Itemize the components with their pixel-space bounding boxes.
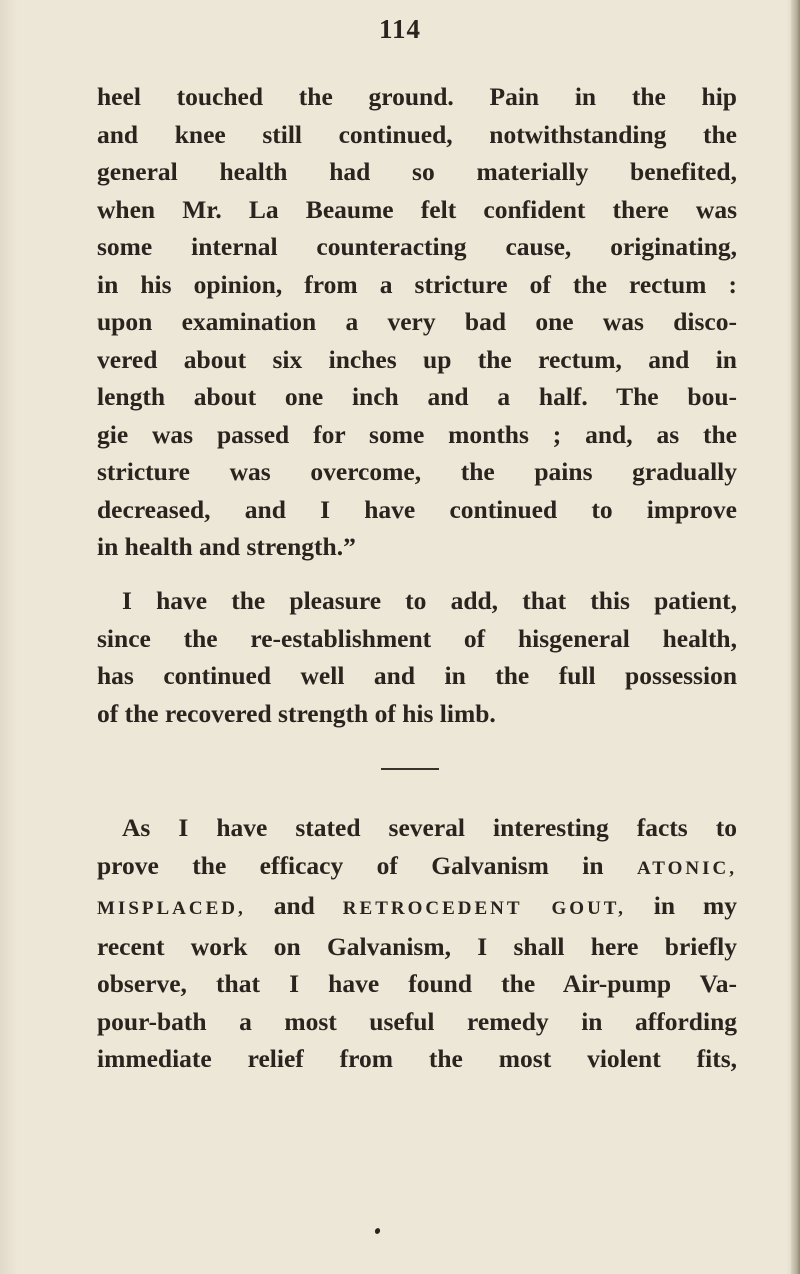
- text-line: upon examination a very bad one was disco-: [97, 307, 737, 336]
- text-line: in health and strength.”: [97, 532, 356, 561]
- text-line: length about one inch and a half. The bou-: [97, 382, 737, 411]
- text-line: pour-bath a most useful remedy in affording: [97, 1006, 737, 1036]
- text-line: immediate relief from the most violent fits,: [97, 1044, 737, 1073]
- text-line: recent work on Galvanism, I shall here briefly: [97, 931, 737, 961]
- text-line: since the re-establishment of hisgeneral health,: [97, 623, 737, 653]
- text-line: gie was passed for some months ; and, as the: [97, 419, 737, 449]
- text-line: has continued well and in the full possession: [97, 661, 737, 690]
- page-edge: [791, 0, 800, 1274]
- text-line: and knee still continued, notwithstanding the: [97, 119, 737, 149]
- text-line: stricture was overcome, the pains gradually: [97, 457, 737, 486]
- text-segment: in my: [625, 891, 737, 920]
- small-caps-term: RETROCEDENT GOUT,: [342, 898, 626, 919]
- text-line: observe, that I have found the Air-pump Va-: [97, 969, 737, 998]
- paragraph-1: [97, 78, 737, 566]
- text-segment: prove the efficacy of Galvanism in: [97, 850, 637, 880]
- page-number: 114: [378, 14, 421, 44]
- paragraph-2: [97, 582, 737, 732]
- text-line: general health had so materially benefited,: [97, 157, 737, 186]
- text-line: some internal counteracting cause, originating,: [97, 232, 737, 261]
- text-segment: and: [245, 891, 343, 920]
- text-line: [97, 847, 737, 888]
- text-line: vered about six inches up the rectum, and in: [97, 344, 737, 374]
- text-line: of the recovered strength of his limb.: [97, 698, 496, 728]
- small-caps-term: ATONIC,: [636, 857, 737, 879]
- text-line: in his opinion, from a stricture of the rectum :: [97, 269, 737, 299]
- text-line: when Mr. La Beaume felt confident there was: [97, 194, 737, 224]
- section-divider: [381, 768, 439, 770]
- text-line: I have the pleasure to add, that this patient,: [122, 586, 737, 615]
- text-line: decreased, and I have continued to improve: [97, 494, 737, 524]
- text-line: heel touched the ground. Pain in the hip: [97, 82, 737, 111]
- ink-speck: [374, 1227, 381, 1235]
- text-line: As I have stated several interesting facts to: [122, 813, 737, 842]
- small-caps-term: MISPLACED,: [97, 898, 246, 919]
- paragraph-3: [97, 809, 737, 1078]
- text-line: [97, 887, 737, 928]
